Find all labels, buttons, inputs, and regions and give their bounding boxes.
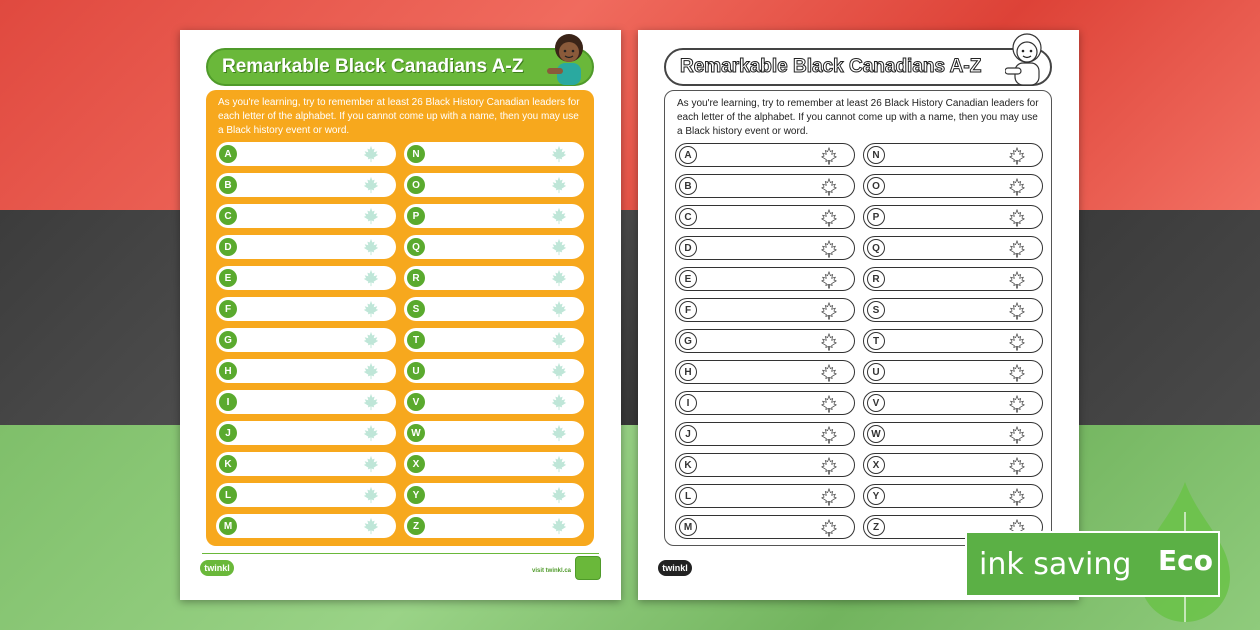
letter-badge: G xyxy=(679,332,697,350)
letter-row[interactable] xyxy=(404,142,584,166)
letter-badge: N xyxy=(867,146,885,164)
letter-badge: M xyxy=(219,517,237,535)
footer-divider xyxy=(202,553,599,555)
color-worksheet xyxy=(180,30,621,600)
letter-badge: X xyxy=(867,456,885,474)
letter-badge: J xyxy=(679,425,697,443)
maple-leaf-icon xyxy=(820,426,838,444)
letter-row[interactable] xyxy=(216,235,396,259)
maple-leaf-icon xyxy=(362,145,380,163)
letter-row[interactable] xyxy=(404,359,584,383)
letter-row[interactable] xyxy=(863,422,1043,446)
letter-row[interactable] xyxy=(404,328,584,352)
maple-leaf-icon xyxy=(820,209,838,227)
letter-row[interactable] xyxy=(863,267,1043,291)
maple-leaf-icon xyxy=(1008,364,1026,382)
maple-leaf-icon xyxy=(1008,333,1026,351)
letter-row[interactable] xyxy=(404,297,584,321)
maple-leaf-icon xyxy=(1008,426,1026,444)
letter-badge: Y xyxy=(407,486,425,504)
worksheet-title: Remarkable Black Canadians A-Z xyxy=(206,48,594,86)
maple-leaf-icon xyxy=(820,488,838,506)
maple-leaf-icon xyxy=(362,176,380,194)
maple-leaf-icon xyxy=(362,393,380,411)
letter-row[interactable] xyxy=(216,297,396,321)
child-illustration-icon xyxy=(1005,32,1049,88)
maple-leaf-icon xyxy=(550,455,568,473)
maple-leaf-icon xyxy=(820,333,838,351)
letter-badge: C xyxy=(219,207,237,225)
maple-leaf-icon xyxy=(362,207,380,225)
letter-badge: F xyxy=(679,301,697,319)
letter-badge: D xyxy=(679,239,697,257)
letter-row[interactable] xyxy=(675,329,855,353)
letters-column-left xyxy=(675,143,855,546)
letter-row[interactable] xyxy=(404,173,584,197)
letter-row[interactable] xyxy=(863,236,1043,260)
ink-saving-label: ink saving xyxy=(979,546,1132,582)
letters-panel xyxy=(206,90,594,546)
eco-label: Eco xyxy=(1158,544,1213,577)
letter-badge: Z xyxy=(407,517,425,535)
maple-leaf-icon xyxy=(1008,302,1026,320)
letter-row[interactable] xyxy=(216,266,396,290)
letter-row[interactable] xyxy=(675,143,855,167)
twinkl-logo: twinkl xyxy=(200,560,234,576)
letter-row[interactable] xyxy=(216,359,396,383)
letter-badge: T xyxy=(867,332,885,350)
maple-leaf-icon xyxy=(362,238,380,256)
maple-leaf-icon xyxy=(820,519,838,537)
maple-leaf-icon xyxy=(820,240,838,258)
letter-badge: P xyxy=(407,207,425,225)
letter-badge: G xyxy=(219,331,237,349)
letter-badge: K xyxy=(219,455,237,473)
letter-row[interactable] xyxy=(863,174,1043,198)
maple-leaf-icon xyxy=(550,238,568,256)
letter-badge: A xyxy=(219,145,237,163)
letter-row[interactable] xyxy=(404,421,584,445)
letter-badge: O xyxy=(407,176,425,194)
maple-leaf-icon xyxy=(362,331,380,349)
letter-row[interactable] xyxy=(216,142,396,166)
letter-badge: U xyxy=(867,363,885,381)
letter-badge: U xyxy=(407,362,425,380)
letter-row[interactable] xyxy=(675,267,855,291)
letter-badge: T xyxy=(407,331,425,349)
letter-row[interactable] xyxy=(404,204,584,228)
maple-leaf-icon xyxy=(1008,457,1026,475)
letter-row[interactable] xyxy=(404,483,584,507)
letter-badge: O xyxy=(867,177,885,195)
maple-leaf-icon xyxy=(550,300,568,318)
letter-badge: C xyxy=(679,208,697,226)
maple-leaf-icon xyxy=(820,147,838,165)
letter-badge: W xyxy=(407,424,425,442)
letter-row[interactable] xyxy=(863,391,1043,415)
letter-row[interactable] xyxy=(675,236,855,260)
letter-row[interactable] xyxy=(216,483,396,507)
letter-badge: I xyxy=(219,393,237,411)
letter-row[interactable] xyxy=(675,422,855,446)
maple-leaf-icon xyxy=(550,145,568,163)
letter-badge: Y xyxy=(867,487,885,505)
maple-leaf-icon xyxy=(550,517,568,535)
letter-row[interactable] xyxy=(216,204,396,228)
letter-badge: X xyxy=(407,455,425,473)
letter-row[interactable] xyxy=(404,235,584,259)
letter-row[interactable] xyxy=(863,453,1043,477)
maple-leaf-icon xyxy=(550,269,568,287)
letters-panel xyxy=(664,90,1052,546)
letter-badge: A xyxy=(679,146,697,164)
maple-leaf-icon xyxy=(550,176,568,194)
letter-row[interactable] xyxy=(216,173,396,197)
letter-badge: N xyxy=(407,145,425,163)
maple-leaf-icon xyxy=(362,269,380,287)
letter-row[interactable] xyxy=(863,205,1043,229)
letter-badge: K xyxy=(679,456,697,474)
letter-badge: S xyxy=(407,300,425,318)
letter-row[interactable] xyxy=(216,514,396,538)
maple-leaf-icon xyxy=(362,300,380,318)
maple-leaf-icon xyxy=(550,331,568,349)
maple-leaf-icon xyxy=(362,424,380,442)
letter-badge: B xyxy=(219,176,237,194)
letter-row[interactable] xyxy=(404,452,584,476)
letter-badge: L xyxy=(219,486,237,504)
letters-column-right xyxy=(863,143,1043,546)
maple-leaf-icon xyxy=(820,271,838,289)
letter-badge: R xyxy=(867,270,885,288)
letter-badge: H xyxy=(679,363,697,381)
letters-column-left xyxy=(216,142,396,545)
instructions-text: As you're learning, try to remember at least 26 Black History Canadian leaders for each letter of the alphabet. If you cannot come up with a name, then you may use a Black history event or word. xyxy=(677,98,1039,137)
maple-leaf-icon xyxy=(820,457,838,475)
letter-badge: I xyxy=(679,394,697,412)
maple-leaf-icon xyxy=(550,393,568,411)
letter-badge: R xyxy=(407,269,425,287)
letter-row[interactable] xyxy=(863,298,1043,322)
maple-leaf-icon xyxy=(820,364,838,382)
worksheet-title: Remarkable Black Canadians A-Z xyxy=(664,48,1052,86)
maple-leaf-icon xyxy=(1008,147,1026,165)
letter-row[interactable] xyxy=(216,452,396,476)
letter-row[interactable] xyxy=(675,515,855,539)
letter-row[interactable] xyxy=(675,205,855,229)
letter-badge: V xyxy=(407,393,425,411)
maple-leaf-icon xyxy=(1008,488,1026,506)
instructions-text: As you're learning, try to remember at least 26 Black History Canadian leaders for each letter of the alphabet. If you cannot come up with a name, then you may use a Black history event or word. xyxy=(218,97,580,136)
letter-badge: B xyxy=(679,177,697,195)
letter-row[interactable] xyxy=(675,453,855,477)
child-illustration-icon xyxy=(547,32,591,88)
letter-row[interactable] xyxy=(675,484,855,508)
maple-leaf-icon xyxy=(1008,178,1026,196)
letters-column-right xyxy=(404,142,584,545)
maple-leaf-icon xyxy=(362,486,380,504)
maple-leaf-icon xyxy=(550,362,568,380)
letter-badge: S xyxy=(867,301,885,319)
maple-leaf-icon xyxy=(1008,271,1026,289)
maple-leaf-icon xyxy=(550,424,568,442)
letter-badge: Q xyxy=(867,239,885,257)
maple-leaf-icon xyxy=(820,178,838,196)
visit-link-text: visit twinkl.ca xyxy=(531,568,571,574)
maple-leaf-icon xyxy=(550,207,568,225)
letter-row[interactable] xyxy=(863,484,1043,508)
twinkl-logo: twinkl xyxy=(658,560,692,576)
letter-badge: D xyxy=(219,238,237,256)
letter-badge: V xyxy=(867,394,885,412)
maple-leaf-icon xyxy=(362,517,380,535)
letter-row[interactable] xyxy=(216,390,396,414)
letter-badge: J xyxy=(219,424,237,442)
letter-row[interactable] xyxy=(675,360,855,384)
letter-badge: E xyxy=(679,270,697,288)
letter-row[interactable] xyxy=(675,298,855,322)
maple-leaf-icon xyxy=(820,395,838,413)
maple-leaf-icon xyxy=(362,455,380,473)
letter-row[interactable] xyxy=(863,329,1043,353)
letter-row[interactable] xyxy=(216,421,396,445)
maple-leaf-icon xyxy=(1008,395,1026,413)
letter-row[interactable] xyxy=(863,143,1043,167)
mono-worksheet xyxy=(638,30,1079,600)
maple-leaf-icon xyxy=(362,362,380,380)
letter-row[interactable] xyxy=(216,328,396,352)
letter-badge: W xyxy=(867,425,885,443)
twinkl-badge-icon xyxy=(575,556,601,580)
letter-row[interactable] xyxy=(404,390,584,414)
maple-leaf-icon xyxy=(1008,240,1026,258)
letter-badge: Q xyxy=(407,238,425,256)
letter-row[interactable] xyxy=(404,266,584,290)
letter-row[interactable] xyxy=(675,391,855,415)
letter-badge: E xyxy=(219,269,237,287)
letter-badge: P xyxy=(867,208,885,226)
letter-row[interactable] xyxy=(675,174,855,198)
letter-badge: L xyxy=(679,487,697,505)
letter-badge: H xyxy=(219,362,237,380)
maple-leaf-icon xyxy=(820,302,838,320)
letter-row[interactable] xyxy=(863,360,1043,384)
maple-leaf-icon xyxy=(1008,209,1026,227)
letter-row[interactable] xyxy=(404,514,584,538)
letter-badge: M xyxy=(679,518,697,536)
letter-badge: Z xyxy=(867,518,885,536)
letter-badge: F xyxy=(219,300,237,318)
maple-leaf-icon xyxy=(550,486,568,504)
